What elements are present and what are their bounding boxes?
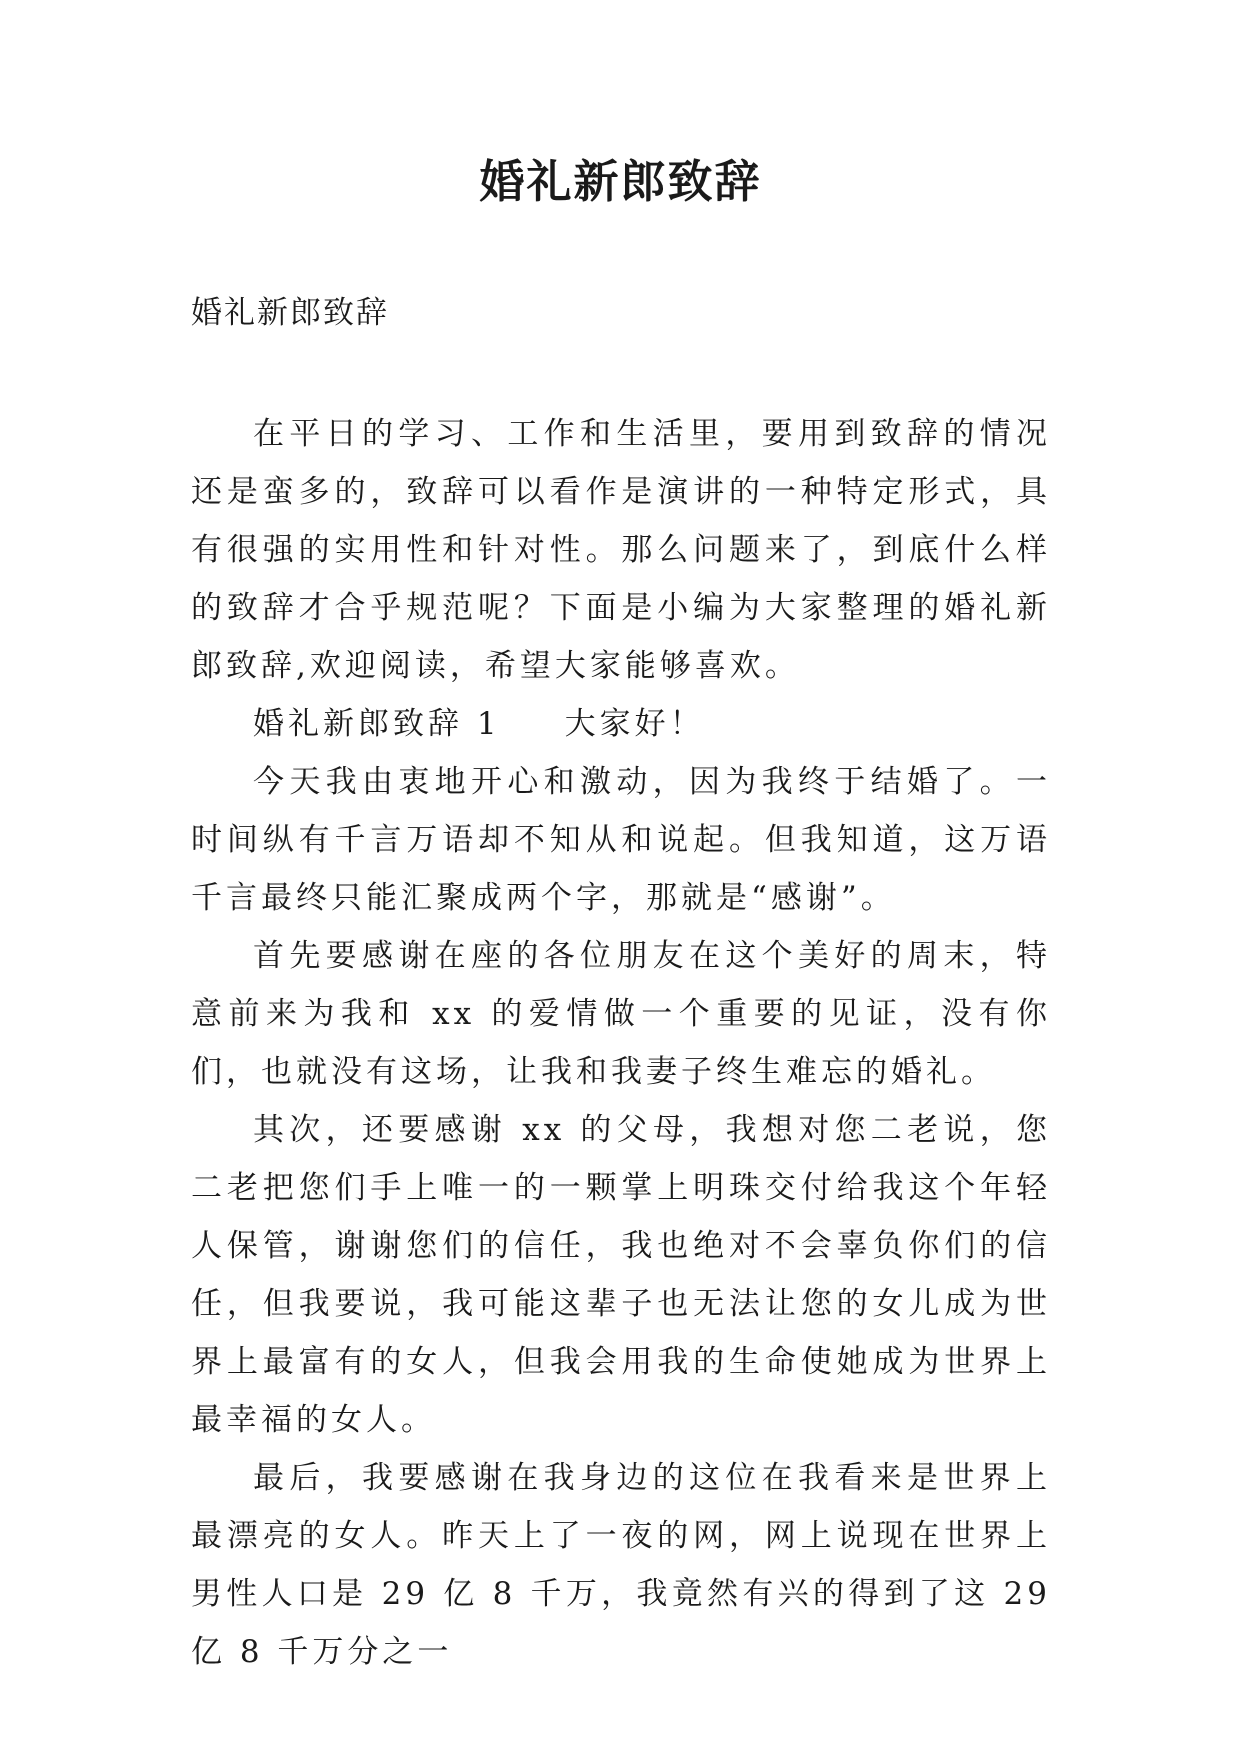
paragraph-2: 今天我由衷地开心和激动，因为我终于结婚了。一时间纵有千言万语却不知从和说起。但我知道，这万语千言最终只能汇聚成两个字，那就是“感谢”。 bbox=[191, 764, 1051, 916]
greeting: 大家好！ bbox=[564, 706, 705, 742]
section-heading: 婚礼新郎致辞 1 bbox=[253, 706, 501, 742]
document-title: 婚礼新郎致辞 bbox=[479, 155, 762, 208]
document-body bbox=[191, 405, 1051, 1681]
paragraph-3: 首先要感谢在座的各位朋友在这个美好的周末，特意前来为我和 xx 的爱情做一个重要的见证，没有你们，也就没有这场，让我和我妻子终生难忘的婚礼。 bbox=[191, 938, 1051, 1090]
document-subtitle: 婚礼新郎致辞 bbox=[191, 295, 389, 331]
paragraph-4: 其次，还要感谢 xx 的父母，我想对您二老说，您二老把您们手上唯一的一颗掌上明珠交付给我这个年轻人保管，谢谢您们的信任，我也绝对不会辜负你们的信任，但我要说，我可能这辈子也无法让您的女儿成为世界上最富有的女人，但我会用我的生命使她成为世界上最幸福的女人。 bbox=[191, 1112, 1051, 1438]
paragraph-5: 最后，我要感谢在我身边的这位在我看来是世界上最漂亮的女人。昨天上了一夜的网，网上说现在世界上男性人口是 29 亿 8 千万，我竟然有兴的得到了这 29 亿 8 千万分之一 bbox=[191, 1460, 1051, 1670]
section-heading-line bbox=[191, 695, 1051, 753]
paragraph-intro: 在平日的学习、工作和生活里，要用到致辞的情况还是蛮多的，致辞可以看作是演讲的一种特定形式，具有很强的实用性和针对性。那么问题来了，到底什么样的致辞才合乎规范呢？下面是小编为大家整理的婚礼新郎致辞,欢迎阅读，希望大家能够喜欢。 bbox=[191, 416, 1051, 684]
